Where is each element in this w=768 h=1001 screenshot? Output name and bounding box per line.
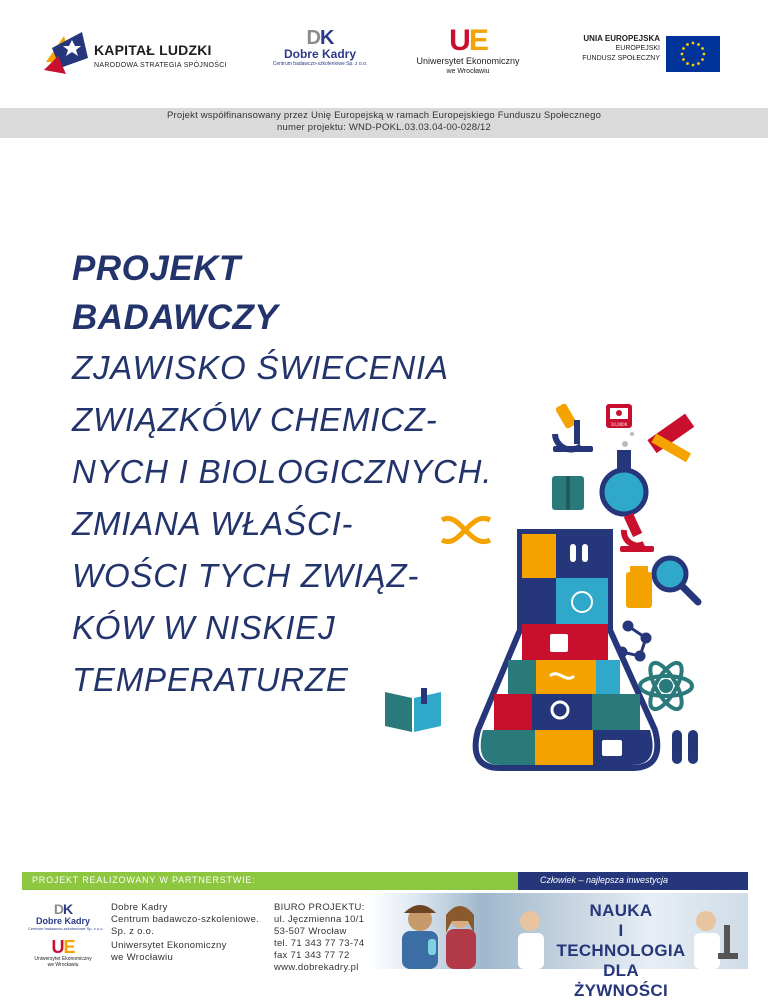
microscope-icon [553, 403, 593, 452]
eu-logo [560, 32, 720, 80]
eu-star-icon [682, 47, 685, 50]
kapital-ludzki-subtitle: NARODOWA STRATEGIA SPÓJNOŚCI [94, 62, 227, 69]
eu-star-icon [686, 43, 689, 46]
office-street: ul. Jęczmienna 10/1 [274, 914, 365, 925]
office-fax: fax 71 343 77 72 [274, 950, 350, 961]
ruler-pencil-icon [647, 414, 694, 463]
partnership-bar [22, 872, 748, 890]
office-city: 53-507 Wrocław [274, 926, 347, 937]
kapital-ludzki-logo [42, 28, 242, 80]
eu-star-icon [701, 58, 704, 61]
partner-dobre-kadry: Dobre Kadry Centrum badawczo-szkoleniowe. Sp. z o.o. [111, 902, 260, 937]
eu-text: UNIA EUROPEJSKA EUROPEJSKI FUNDUSZ SPOŁECZNY [582, 34, 660, 62]
eu-star-icon [692, 64, 695, 67]
funding-line-2: numer projektu: WND-POKL.03.03.04-00-028/12 [276, 122, 491, 133]
ue-name: Uniwersytet Ekonomiczny [416, 56, 520, 66]
title-line-projekt: PROJEKT [72, 249, 241, 288]
footer-banner-photo [368, 893, 748, 1000]
scale-meter-icon [606, 404, 632, 428]
eu-star-icon [686, 62, 689, 65]
nauka-banner-text: NAUKA I TECHNOLOGIA DLA ŻYWNOŚCI [556, 901, 686, 1000]
footer-dobre-kadry-logo: DK Dobre Kadry Centrum badawczo-szkoleniowe Sp. z o.o. [28, 901, 104, 931]
funding-banner [0, 108, 768, 138]
footer-ue-logo: UE Uniwersytet Ekonomiczny we Wrocławiu [34, 937, 92, 968]
open-book-icon [383, 686, 443, 734]
kapital-ludzki-title: KAPITAŁ LUDZKI [94, 42, 212, 58]
dna-helix-icon [442, 518, 490, 541]
book-icon [552, 476, 584, 510]
title-line-badawczy: BADAWCZY [72, 298, 279, 337]
eu-star-icon [697, 43, 700, 46]
funding-line-1: Projekt współfinansowany przez Unię Europejską w ramach Europejskiego Funduszu Społecznego [166, 110, 602, 121]
magnifier-icon [654, 558, 698, 602]
eu-star-icon [681, 53, 684, 56]
dobre-kadry-monogram: DK [306, 27, 334, 49]
meter-readout: 10,0000 [610, 422, 628, 427]
eu-star-icon [703, 53, 706, 56]
partner-ue: Uniwersytet Ekonomiczny we Wrocławiu [111, 940, 227, 963]
title-line-3: NYCH I BIOLOGICZNYCH. [72, 453, 493, 490]
ue-logo [408, 26, 528, 80]
title-line-6: KÓW W NISKIEJ [72, 609, 336, 646]
dobre-kadry-logo [270, 28, 370, 76]
office-tel: tel. 71 343 77 73-74 [274, 938, 365, 949]
title-line-1: ZJAWISKO ŚWIECENIA [72, 349, 449, 386]
office-www[interactable]: www.dobrekadry.pl [274, 962, 359, 973]
title-line-4: ZMIANA WŁAŚCI- [72, 505, 354, 542]
slogan-box [518, 872, 748, 890]
eu-star-icon [697, 62, 700, 65]
slogan-text: Człowiek – najlepsza inwestycja [540, 875, 669, 885]
eu-star-icon [692, 42, 695, 45]
ue-mark: UE [449, 24, 487, 57]
test-tubes-icon [672, 730, 698, 764]
eu-flag-icon [666, 36, 720, 72]
round-flask-icon [602, 432, 646, 514]
red-microscope-icon [620, 513, 654, 552]
title-line-7: TEMPERATURZE [72, 661, 349, 698]
project-office [274, 902, 365, 974]
kapital-ludzki-emblem-icon [42, 28, 90, 78]
dobre-kadry-tagline: Centrum badawczo-szkoleniowe Sp. z o.o. [272, 61, 368, 67]
dobre-kadry-name: Dobre Kadry [283, 47, 357, 61]
title-line-2: ZWIĄZKÓW CHEMICZ- [72, 401, 438, 438]
atom-icon [640, 658, 692, 713]
office-heading: BIURO PROJEKTU: [274, 902, 365, 913]
title-line-5: WOŚCI TYCH ZWIĄZ- [72, 557, 420, 594]
jar-icon [626, 566, 652, 608]
partnership-label: PROJEKT REALIZOWANY W PARTNERSTWIE: [32, 875, 256, 885]
ue-city: we Wrocławiu [446, 68, 490, 75]
eu-star-icon [701, 47, 704, 50]
eu-star-icon [682, 58, 685, 61]
